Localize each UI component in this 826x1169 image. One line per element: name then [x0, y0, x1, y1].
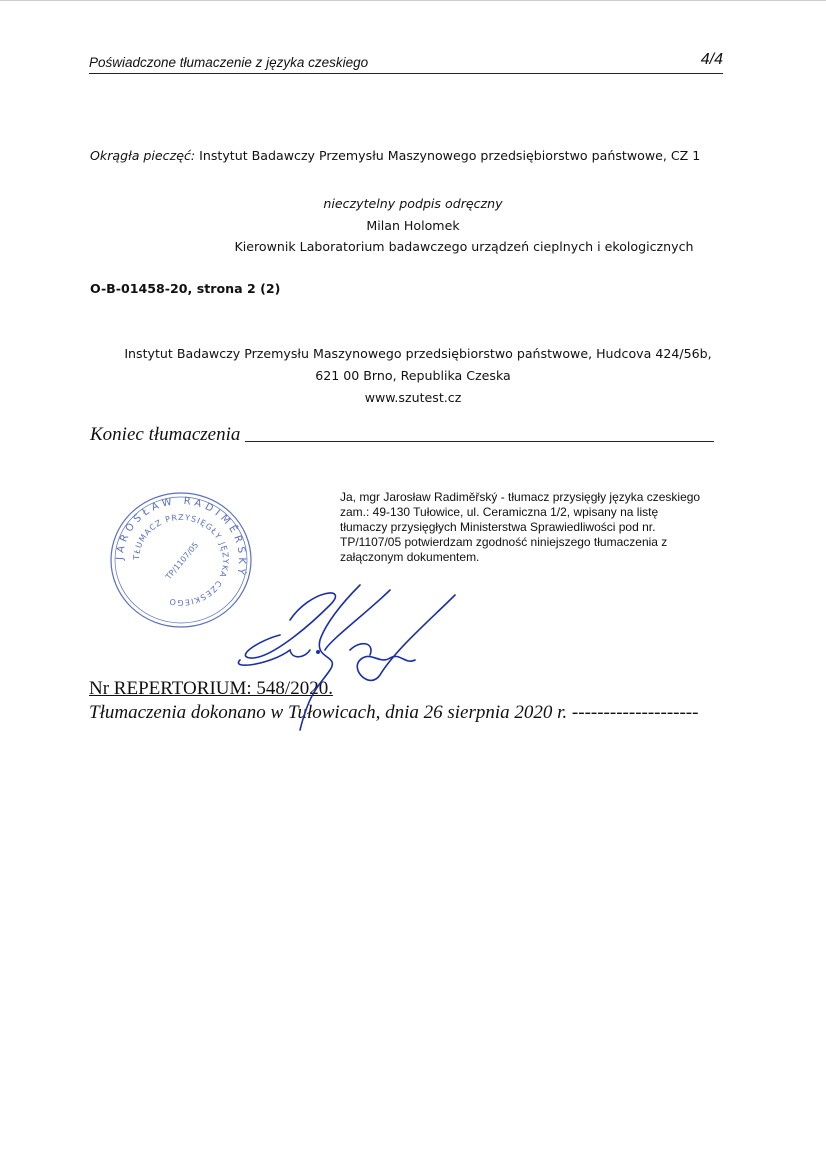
address-line-1: Instytut Badawczy Przemysłu Maszynowego przedsiębiorstwo państwowe, Hudcova 424/56b,	[124, 346, 712, 361]
address-line-2: 621 00 Brno, Republika Czeska	[315, 368, 511, 383]
header-title: Poświadczone tłumaczenie z języka czeskiego	[89, 55, 369, 70]
signature-note: nieczytelny podpis odręczny	[323, 196, 503, 211]
translator-declaration	[340, 490, 730, 565]
end-note-line	[245, 441, 714, 442]
declaration-line: załączonym dokumentem.	[340, 550, 480, 564]
declaration-line: TP/1107/05 potwierdzam zgodność niniejszego tłumaczenia z	[340, 535, 668, 549]
repertorium-number: Nr REPERTORIUM: 548/2020.	[89, 678, 333, 699]
declaration-line: Ja, mgr Jarosław Radiměřský - tłumacz przysięgły języka czeskiego	[340, 490, 701, 504]
signer-role: Kierownik Laboratorium badawczego urządzeń cieplnych i ekologicznych	[234, 239, 694, 254]
closing-statement: Tłumaczenia dokonano w Tułowicach, dnia 26 sierpnia 2020 r. --------------------	[89, 702, 699, 723]
end-note-text: Koniec tłumaczenia	[90, 424, 241, 445]
stamp-outer-text: JAROSŁAW RADIMĚRSKÝ	[114, 495, 248, 580]
end-note	[90, 424, 714, 446]
page-edge	[0, 0, 826, 1]
stamp-inner-text: TŁUMACZ PRZYSIĘGŁY JĘZYKA CZESKIEGO	[131, 512, 231, 608]
handwritten-signature	[230, 580, 470, 740]
stamp-number: TP/1107/05	[164, 540, 201, 582]
document-reference: O-B-01458-20, strona 2 (2)	[90, 281, 281, 296]
page-number: 4/4	[700, 51, 723, 68]
seal-note	[90, 148, 700, 163]
declaration-line: zam.: 49-130 Tułowice, ul. Ceramiczna 1/2, wpisany na listę	[340, 505, 659, 519]
address-line-3[interactable]: www.szutest.cz	[364, 390, 462, 405]
page-header	[89, 51, 723, 74]
declaration-line: tłumaczy przysięgłych Ministerstwa Sprawiedliwości pod nr.	[340, 520, 656, 534]
signature-block	[0, 193, 826, 258]
signer-name: Milan Holomek	[366, 217, 460, 233]
address-block	[0, 343, 826, 409]
seal-note-text: Instytut Badawczy Przemysłu Maszynowego przedsiębiorstwo państwowe, CZ 1	[199, 148, 701, 163]
seal-note-label: Okrągła pieczęć:	[90, 148, 196, 163]
